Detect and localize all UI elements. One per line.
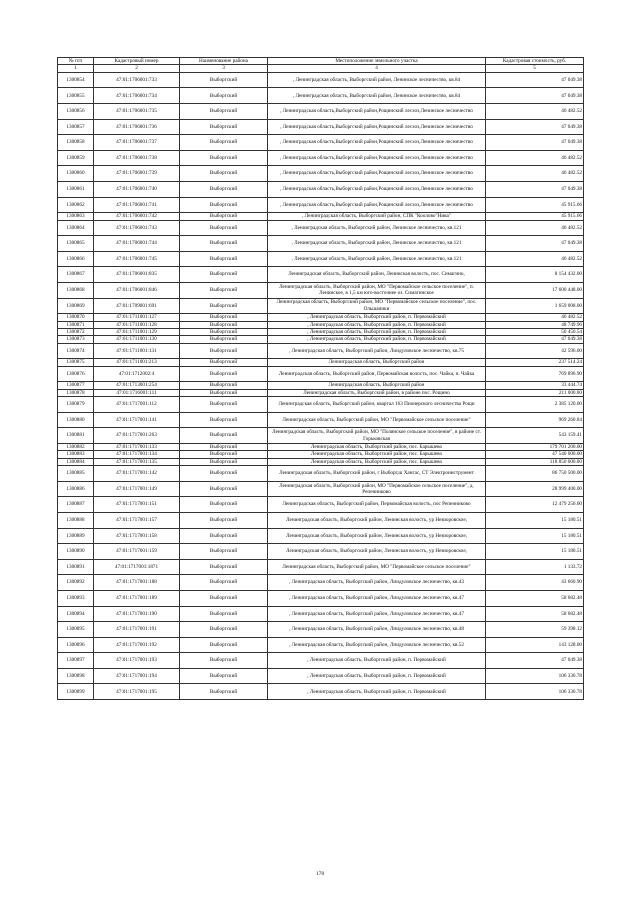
cell-location: Ленинградская область, Выборгский район, МО "Первомайское сельское поселение" <box>268 412 486 428</box>
cell-location: , Ленинградская область, Выборгский район, Ленинское лесничество, кв.84 <box>268 88 486 104</box>
cell-row-number: 1300858 <box>58 135 94 151</box>
cell-cadastral-value: 43 660.90 <box>486 575 584 591</box>
cell-cadastral-number: 47:01:1717001:141 <box>94 412 180 428</box>
cell-location: , Ленинградская область, Выборгский район, СПК "Коолово"Нива" <box>268 213 486 220</box>
header-cadastral-number: Кадастровый номер <box>94 58 180 65</box>
cell-row-number: 1300871 <box>58 321 94 328</box>
table-row <box>58 466 584 482</box>
column-number: 2 <box>94 65 180 72</box>
cell-cadastral-value: 969 260.84 <box>486 412 584 428</box>
cell-district-name: Выборгский <box>180 181 268 197</box>
cell-location: , Ленинградская область, Выборгский район, Ленинское лесничество, кв.121 <box>268 251 486 267</box>
table-row <box>58 150 584 166</box>
cell-row-number: 1300896 <box>58 637 94 653</box>
cell-location: Ленинградская область, Выборгский район <box>268 382 486 389</box>
table-row <box>58 458 584 465</box>
table-row <box>58 544 584 560</box>
cell-cadastral-value: 1 133.72 <box>486 559 584 575</box>
cell-district-name: Выборгский <box>180 366 268 382</box>
cell-cadastral-number: 47:01:1706001:733 <box>94 72 180 88</box>
cell-row-number: 1300870 <box>58 314 94 321</box>
cell-district-name: Выборгский <box>180 590 268 606</box>
cell-cadastral-value: 46 482.52 <box>486 220 584 236</box>
cell-location: , Ленинградская область, Выборгский район, п. Первомайский <box>268 314 486 321</box>
cell-cadastral-number: 47:01:1706001:742 <box>94 213 180 220</box>
cell-district-name: Выборгский <box>180 282 268 298</box>
table-row <box>58 575 584 591</box>
cell-cadastral-number: 47:01:1717001:112 <box>94 397 180 413</box>
cell-location: , Ленинградская область, Выборгский район, Лиидуловское лесничество, кв.52 <box>268 637 486 653</box>
header-location: Местоположение земельного участка <box>268 58 486 65</box>
cell-cadastral-value: 45 915.66 <box>486 213 584 220</box>
cell-row-number: 1300882 <box>58 443 94 450</box>
cell-cadastral-number: 47:01:1706001:737 <box>94 135 180 151</box>
cell-location: , Ленинградская область, Выборгский район, Ленинское лесничество, кв.121 <box>268 236 486 252</box>
cell-district-name: Выборгский <box>180 389 268 396</box>
cell-cadastral-number: 47:01:1709001:691 <box>94 298 180 314</box>
cell-district-name: Выборгский <box>180 528 268 544</box>
table-row <box>58 213 584 220</box>
cell-district-name: Выборгский <box>180 684 268 700</box>
cadastral-value-table <box>57 57 584 700</box>
cell-location: , Ленинградская область,Выборгский район,Рощинский лесхоз,Ленинское лесничество <box>268 166 486 182</box>
cell-row-number: 1300885 <box>58 466 94 482</box>
cell-row-number: 1300894 <box>58 606 94 622</box>
cell-cadastral-value: 543 159.41 <box>486 428 584 444</box>
cell-cadastral-value: 211 000.00 <box>486 389 584 396</box>
cell-cadastral-number: 47:01:1717001:149 <box>94 481 180 497</box>
table-header-row <box>58 58 584 65</box>
cell-row-number: 1300889 <box>58 528 94 544</box>
cell-location: , Ленинградская область,Выборгский район,Рощинский лесхоз,Ленинское лесничество <box>268 104 486 120</box>
cell-location: Ленинградская область, Выборгский район, Ленинская волость, пос. Симагино, <box>268 267 486 283</box>
cell-cadastral-value: 42 596.00 <box>486 343 584 359</box>
table-row <box>58 528 584 544</box>
cell-district-name: Выборгский <box>180 213 268 220</box>
table-row <box>58 321 584 328</box>
cell-cadastral-value: 47 049.38 <box>486 135 584 151</box>
cell-district-name: Выборгский <box>180 512 268 528</box>
cell-cadastral-number: 47:01:1711001:213 <box>94 359 180 366</box>
cell-cadastral-number: 47:01:1717001:263 <box>94 428 180 444</box>
table-row <box>58 104 584 120</box>
header-cadastral-value: Кадастровая стоимость, руб. <box>486 58 584 65</box>
table-row <box>58 622 584 638</box>
table-row <box>58 684 584 700</box>
cell-cadastral-value: 2 385 120.00 <box>486 397 584 413</box>
cell-location: Ленинградская область, Выборгский район, квартал 163 Пионерского лесничества Рощи <box>268 397 486 413</box>
cell-cadastral-number: 47:01:1717001:142 <box>94 466 180 482</box>
cell-district-name: Выборгский <box>180 267 268 283</box>
cell-district-name: Выборгский <box>180 443 268 450</box>
cell-row-number: 1300881 <box>58 428 94 444</box>
cell-cadastral-value: 46 482.52 <box>486 166 584 182</box>
cell-cadastral-value: 46 482.52 <box>486 251 584 267</box>
cell-district-name: Выборгский <box>180 497 268 513</box>
cell-cadastral-number: 47:01:1717001:192 <box>94 637 180 653</box>
cell-location: , Ленинградская область, Выборгский район, п. Первомайский <box>268 336 486 343</box>
cell-location: Ленинградская область, Выборгский район, МО "Первомайское сельское поселение", д. Репенниково <box>268 481 486 497</box>
table-row <box>58 282 584 298</box>
cell-location: , Ленинградская область, Выборгский район, Лиидуловское лесничество, кв.43 <box>268 575 486 591</box>
cell-district-name: Выборгский <box>180 328 268 335</box>
cell-location: , Ленинградская область, Выборгский район, п. Первомайский <box>268 321 486 328</box>
cell-location: , Ленинградская область, Выборгский район, Лиидуловское лесничество, кв.48 <box>268 622 486 638</box>
cell-cadastral-value: 33 444.74 <box>486 382 584 389</box>
cell-cadastral-value: 47 049.38 <box>486 653 584 669</box>
cell-cadastral-value: 47 049.38 <box>486 181 584 197</box>
cell-row-number: 1300884 <box>58 458 94 465</box>
cell-row-number: 1300883 <box>58 451 94 458</box>
cell-cadastral-value: 17 600 448.00 <box>486 282 584 298</box>
cell-cadastral-value: 58 682.48 <box>486 590 584 606</box>
cell-district-name: Выборгский <box>180 382 268 389</box>
table-row <box>58 481 584 497</box>
cell-cadastral-number: 47:01:1717001:134 <box>94 451 180 458</box>
cell-location: Ленинградская область, Выборгский район, Первомайская волость, пос. Чайка, п. Чайка <box>268 366 486 382</box>
table-row <box>58 653 584 669</box>
cell-location: , Ленинградская область, Выборгский район, Лиидуловское лесничество, кв.47 <box>268 590 486 606</box>
cell-district-name: Выборгский <box>180 135 268 151</box>
cell-row-number: 1300873 <box>58 336 94 343</box>
table-row <box>58 88 584 104</box>
cell-row-number: 1300861 <box>58 181 94 197</box>
cell-cadastral-number: 47:01:1711001:127 <box>94 314 180 321</box>
cell-district-name: Выборгский <box>180 166 268 182</box>
cell-row-number: 1300863 <box>58 213 94 220</box>
cell-cadastral-number: 47:01:1712002:4 <box>94 366 180 382</box>
cell-district-name: Выборгский <box>180 622 268 638</box>
cell-cadastral-number: 47:01:1711001:129 <box>94 328 180 335</box>
cell-cadastral-value: 15 180.51 <box>486 528 584 544</box>
table-row <box>58 119 584 135</box>
table-row <box>58 559 584 575</box>
table-row <box>58 443 584 450</box>
cell-row-number: 1300875 <box>58 359 94 366</box>
cell-cadastral-value: 143 128.00 <box>486 637 584 653</box>
cell-district-name: Выборгский <box>180 606 268 622</box>
cell-row-number: 1300855 <box>58 88 94 104</box>
cell-row-number: 1300862 <box>58 197 94 213</box>
cell-cadastral-number: 47:01:1717001:194 <box>94 668 180 684</box>
cell-row-number: 1300878 <box>58 389 94 396</box>
cell-cadastral-number: 47:01:1706001:739 <box>94 166 180 182</box>
cell-row-number: 1300872 <box>58 328 94 335</box>
cell-row-number: 1300867 <box>58 267 94 283</box>
cell-cadastral-value: 15 180.51 <box>486 512 584 528</box>
header-district-name: Наименование района <box>180 58 268 65</box>
cell-cadastral-number: 47:01:1717001:135 <box>94 458 180 465</box>
cell-row-number: 1300854 <box>58 72 94 88</box>
cell-cadastral-number: 47:01:1717001:1871 <box>94 559 180 575</box>
cell-cadastral-number: 47:01:1717001:190 <box>94 606 180 622</box>
cell-cadastral-number: 47:01:1706001:846 <box>94 282 180 298</box>
cell-location: , Ленинградская область,Выборгский район,Рощинский лесхоз,Ленинское лесничество <box>268 150 486 166</box>
cell-cadastral-number: 47:01:1706001:735 <box>94 104 180 120</box>
cell-location: , Ленинградская область, Выборгский район, Лиидуловское лесничество, кв.75 <box>268 343 486 359</box>
table-row <box>58 72 584 88</box>
cell-row-number: 1300891 <box>58 559 94 575</box>
cell-cadastral-value: 45 915.66 <box>486 197 584 213</box>
cell-cadastral-value: 237 514.24 <box>486 359 584 366</box>
table-row <box>58 389 584 396</box>
cell-district-name: Выборгский <box>180 298 268 314</box>
cell-cadastral-value: 59 398.12 <box>486 622 584 638</box>
table-row <box>58 382 584 389</box>
cell-cadastral-value: 47 049.38 <box>486 88 584 104</box>
table-row <box>58 220 584 236</box>
table-row <box>58 314 584 321</box>
table-row <box>58 451 584 458</box>
cell-row-number: 1300860 <box>58 166 94 182</box>
cell-row-number: 1300874 <box>58 343 94 359</box>
column-number: 1 <box>58 65 94 72</box>
cell-row-number: 1300880 <box>58 412 94 428</box>
table-row <box>58 366 584 382</box>
cell-location: , Ленинградская область,Выборгский район,Рощинский лесхоз,Ленинское лесничество <box>268 181 486 197</box>
cell-cadastral-value: 46 482.52 <box>486 150 584 166</box>
cell-row-number: 1300897 <box>58 653 94 669</box>
cell-location: Ленинградская область, Выборгский район, в районе пос. Рощино <box>268 389 486 396</box>
cell-cadastral-value: 58 682.48 <box>486 606 584 622</box>
cell-district-name: Выборгский <box>180 197 268 213</box>
cell-cadastral-number: 47:01:1717001:191 <box>94 622 180 638</box>
cell-cadastral-value: 46 482.52 <box>486 314 584 321</box>
table-row <box>58 343 584 359</box>
cell-cadastral-value: 48 749.96 <box>486 321 584 328</box>
cell-row-number: 1300868 <box>58 282 94 298</box>
cell-district-name: Выборгский <box>180 575 268 591</box>
cell-district-name: Выборгский <box>180 397 268 413</box>
cell-cadastral-number: 47:01:1711001:128 <box>94 321 180 328</box>
header-row-number: № п/п <box>58 58 94 65</box>
cell-location: , Ленинградская область,Выборгский район,Рощинский лесхоз,Ленинское лесничество <box>268 119 486 135</box>
cell-location: , Ленинградская область, Выборгский район, Ленинское лесничество, кв.121 <box>268 220 486 236</box>
cell-location: , Ленинградская область, Выборгский район, Лиидуловское лесничество, кв.47 <box>268 606 486 622</box>
table-row <box>58 251 584 267</box>
cell-row-number: 1300877 <box>58 382 94 389</box>
table-row <box>58 298 584 314</box>
cell-location: , Ленинградская область, Выборгский район, Ленинское лесничество, кв.84 <box>268 72 486 88</box>
cell-cadastral-number: 47:01:1706001:741 <box>94 197 180 213</box>
cell-location: , Ленинградская область, Выборгский район, п. Первомайский <box>268 668 486 684</box>
cell-cadastral-number: 47:01:1706001:745 <box>94 251 180 267</box>
table-row <box>58 267 584 283</box>
table-row <box>58 637 584 653</box>
cell-district-name: Выборгский <box>180 336 268 343</box>
cell-cadastral-number: 47:01:1717001:195 <box>94 684 180 700</box>
column-number: 3 <box>180 65 268 72</box>
cell-row-number: 1300892 <box>58 575 94 591</box>
cell-cadastral-number: 47:01:1706001:740 <box>94 181 180 197</box>
cell-district-name: Выборгский <box>180 458 268 465</box>
cell-district-name: Выборгский <box>180 412 268 428</box>
cell-row-number: 1300856 <box>58 104 94 120</box>
cell-cadastral-number: 47:01:1717001:188 <box>94 575 180 591</box>
cell-cadastral-value: 769 896.90 <box>486 366 584 382</box>
cell-cadastral-value: 46 482.52 <box>486 104 584 120</box>
cell-location: , Ленинградская область, Выборгский район, п. Первомайский <box>268 684 486 700</box>
table-row <box>58 497 584 513</box>
cell-location: Ленинградская область, Выборгский район, МО "Первомайское сельское поселение", пос. Ольшаники <box>268 298 486 314</box>
cell-location: , Ленинградская область,Выборгский район,Рощинский лесхоз,Ленинское лесничество <box>268 135 486 151</box>
cell-district-name: Выборгский <box>180 668 268 684</box>
cell-district-name: Выборгский <box>180 466 268 482</box>
cell-row-number: 1300876 <box>58 366 94 382</box>
cell-cadastral-value: 8 154 432.00 <box>486 267 584 283</box>
cell-location: Ленинградская область, Выборгский район <box>268 359 486 366</box>
cell-cadastral-number: 47:01:1706001:734 <box>94 88 180 104</box>
cell-district-name: Выборгский <box>180 72 268 88</box>
cell-district-name: Выборгский <box>180 653 268 669</box>
cell-cadastral-value: 12 479 250.00 <box>486 497 584 513</box>
cell-location: Ленинградская область, Выборгский район, МО "Первомайское сельское поселение" <box>268 559 486 575</box>
cell-cadastral-number: 47:01:1713001:254 <box>94 382 180 389</box>
cell-row-number: 1300899 <box>58 684 94 700</box>
cell-cadastral-number: 47:01:1717001:151 <box>94 497 180 513</box>
cell-cadastral-number: 47:01:1706001:738 <box>94 150 180 166</box>
cell-district-name: Выборгский <box>180 451 268 458</box>
cell-cadastral-number: 47:01:1711001:131 <box>94 343 180 359</box>
cell-cadastral-value: 179 701 200.00 <box>486 443 584 450</box>
table-row <box>58 397 584 413</box>
cell-row-number: 1300887 <box>58 497 94 513</box>
cell-cadastral-value: 47 049.38 <box>486 119 584 135</box>
cell-row-number: 1300898 <box>58 668 94 684</box>
cell-row-number: 1300869 <box>58 298 94 314</box>
cell-district-name: Выборгский <box>180 314 268 321</box>
cell-cadastral-value: 47 540 000.00 <box>486 451 584 458</box>
cell-cadastral-value: 47 049.38 <box>486 336 584 343</box>
table-row <box>58 166 584 182</box>
table-row <box>58 328 584 335</box>
cell-location: Ленинградская область, Выборгский район, г Выборг,ш Хангас, СТ Электроинструмент <box>268 466 486 482</box>
table-row <box>58 606 584 622</box>
cell-cadastral-number: 47:01:1716001:111 <box>94 389 180 396</box>
cell-district-name: Выборгский <box>180 251 268 267</box>
cell-cadastral-value: 86 750 500.00 <box>486 466 584 482</box>
cell-row-number: 1300879 <box>58 397 94 413</box>
cell-cadastral-number: 47:01:1706001:743 <box>94 220 180 236</box>
table-row <box>58 181 584 197</box>
cell-district-name: Выборгский <box>180 359 268 366</box>
cell-row-number: 1300890 <box>58 544 94 560</box>
cadastral-table-sheet <box>57 57 583 700</box>
cell-location: Ленинградская область, Выборгский район, Первомайская волость, пос Репенниково <box>268 497 486 513</box>
cell-row-number: 1300893 <box>58 590 94 606</box>
cell-row-number: 1300895 <box>58 622 94 638</box>
cell-district-name: Выборгский <box>180 150 268 166</box>
cell-cadastral-number: 47:01:1711001:130 <box>94 336 180 343</box>
table-row <box>58 428 584 444</box>
cell-cadastral-value: 15 180.51 <box>486 544 584 560</box>
table-row <box>58 512 584 528</box>
cell-district-name: Выборгский <box>180 559 268 575</box>
cell-district-name: Выборгский <box>180 104 268 120</box>
cell-location: Ленинградская область, Выборгский район, МО "Полянское сельское поселение", в районе ст. Горьковская <box>268 428 486 444</box>
cell-location: , Ленинградская область,Выборгский район,Рощинский лесхоз,Ленинское лесничество <box>268 197 486 213</box>
table-row <box>58 359 584 366</box>
cell-cadastral-value: 106 336.78 <box>486 684 584 700</box>
cell-cadastral-number: 47:01:1706001:744 <box>94 236 180 252</box>
cell-location: Ленинградская область, Выборгский район, Ленинская волость, ур Невзоровское, <box>268 544 486 560</box>
cell-district-name: Выборгский <box>180 220 268 236</box>
column-number: 4 <box>268 65 486 72</box>
cell-row-number: 1300866 <box>58 251 94 267</box>
cell-cadastral-value: 1 659 008.00 <box>486 298 584 314</box>
table-row <box>58 336 584 343</box>
table-row <box>58 197 584 213</box>
cell-cadastral-number: 47:01:1717001:193 <box>94 653 180 669</box>
cell-location: , Ленинградская область, Выборгский район, п. Первомайский <box>268 328 486 335</box>
cell-district-name: Выборгский <box>180 236 268 252</box>
table-column-number-row <box>58 65 584 72</box>
cell-district-name: Выборгский <box>180 428 268 444</box>
cell-location: Ленинградская область, Выборгский район, Ленинская волость, ур Невзоровское, <box>268 528 486 544</box>
cell-district-name: Выборгский <box>180 119 268 135</box>
cell-row-number: 1300857 <box>58 119 94 135</box>
cell-location: , Ленинградская область, Выборгский район, п. Первомайский <box>268 653 486 669</box>
cell-cadastral-number: 47:01:1717001:158 <box>94 528 180 544</box>
cell-row-number: 1300888 <box>58 512 94 528</box>
cell-location: Ленинградская область, Выборгский район, пос. Барышево <box>268 451 486 458</box>
cell-district-name: Выборгский <box>180 343 268 359</box>
table-row <box>58 668 584 684</box>
cell-cadastral-value: 28 999 400.00 <box>486 481 584 497</box>
cell-row-number: 1300886 <box>58 481 94 497</box>
cell-cadastral-number: 47:01:1717001:133 <box>94 443 180 450</box>
table-row <box>58 412 584 428</box>
cell-district-name: Выборгский <box>180 88 268 104</box>
cell-location: Ленинградская область, Выборгский район, МО "Первомайское сельское поселение", п. Ленинское, в 1,5 км юго-восточнее оз. Симагинское <box>268 282 486 298</box>
cell-row-number: 1300864 <box>58 220 94 236</box>
table-row <box>58 590 584 606</box>
cell-cadastral-value: 50 450.54 <box>486 328 584 335</box>
table-row <box>58 236 584 252</box>
cell-cadastral-value: 47 049.38 <box>486 236 584 252</box>
page-number: 178 <box>315 871 325 877</box>
cell-cadastral-number: 47:01:1717001:189 <box>94 590 180 606</box>
cell-district-name: Выборгский <box>180 637 268 653</box>
cell-district-name: Выборгский <box>180 321 268 328</box>
column-number: 5 <box>486 65 584 72</box>
cell-cadastral-value: 118 850 000.00 <box>486 458 584 465</box>
cell-row-number: 1300865 <box>58 236 94 252</box>
cell-cadastral-value: 106 336.78 <box>486 668 584 684</box>
cell-cadastral-number: 47:01:1717001:157 <box>94 512 180 528</box>
cell-cadastral-number: 47:01:1706001:736 <box>94 119 180 135</box>
cell-district-name: Выборгский <box>180 544 268 560</box>
table-row <box>58 135 584 151</box>
cell-cadastral-number: 47:01:1717001:159 <box>94 544 180 560</box>
cell-location: Ленинградская область, Выборгский район, Ленинская волость, ур Невзоровское, <box>268 512 486 528</box>
cell-cadastral-number: 47:01:1706001:835 <box>94 267 180 283</box>
cell-location: Ленинградская область, Выборгский район, пос. Барышево <box>268 458 486 465</box>
cell-location: Ленинградская область, Выборгский район, пос. Барышево <box>268 443 486 450</box>
cell-district-name: Выборгский <box>180 481 268 497</box>
cell-cadastral-value: 47 049.38 <box>486 72 584 88</box>
cell-row-number: 1300859 <box>58 150 94 166</box>
